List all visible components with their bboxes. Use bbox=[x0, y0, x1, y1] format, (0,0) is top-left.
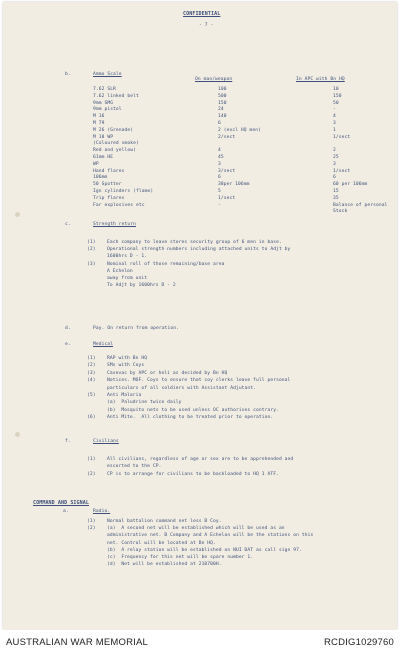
section-title: Strength return bbox=[93, 222, 136, 227]
ammo-per-man: 6 bbox=[218, 175, 221, 181]
ammo-per-man: 3 bbox=[218, 161, 221, 167]
medical-item-text: Casevac by APC or heli as decided by Bn HQ bbox=[107, 370, 228, 376]
section-title: Radio. bbox=[93, 509, 111, 514]
ammo-apc: 1 bbox=[333, 127, 336, 133]
document-page bbox=[3, 2, 397, 630]
ammo-apc: 3 bbox=[333, 161, 336, 167]
civilian-item-text: CP is to arrange for civilians to be backloaded to HQ 1 ATF. bbox=[107, 471, 279, 477]
medical-item-number: (2) bbox=[87, 363, 96, 369]
ammo-per-man: 140 bbox=[218, 114, 227, 120]
ammo-apc: 50 bbox=[333, 100, 339, 106]
ammo-apc: 60 per 106mm bbox=[333, 182, 368, 188]
ammo-per-man: 1/sect bbox=[218, 195, 236, 201]
radio-item-text: (b) A relay station will be established on NUI DAT as call sign 97. bbox=[107, 547, 302, 553]
ammo-per-man: 6 bbox=[218, 121, 221, 126]
radio-item-number: (1) bbox=[87, 519, 96, 524]
ammo-apc: - bbox=[333, 107, 336, 113]
ammo-apc: 2 bbox=[333, 148, 336, 154]
section-title: Civilians bbox=[93, 439, 119, 444]
medical-item-number: (6) bbox=[87, 415, 96, 421]
punch-hole bbox=[15, 212, 20, 217]
ammo-item: 9mm SMG bbox=[93, 100, 114, 106]
strength-item-number: (1) bbox=[87, 240, 96, 245]
ammo-apc: 4 bbox=[333, 114, 336, 120]
section-label: c. bbox=[65, 222, 71, 227]
ammo-item: 7.62 SLR bbox=[93, 87, 116, 92]
ammo-apc: 10 bbox=[333, 87, 339, 92]
ammo-apc: 6 bbox=[333, 175, 336, 181]
section-title: Medical bbox=[93, 342, 114, 347]
strength-item-text: Each company to leave stores security group of 6 men in base. bbox=[107, 240, 282, 245]
section-label: a. bbox=[63, 509, 69, 514]
ammo-item: Trip flares bbox=[93, 195, 125, 201]
radio-item-text: (c) Frequency for this net will be spare number 1. bbox=[107, 555, 254, 560]
medical-item-text: particulars of all soldiers with Assistant Adjutant. bbox=[107, 385, 257, 391]
medical-item-text: (b) Mosquito nets to be used unless OC authorises contrary. bbox=[107, 407, 279, 413]
ammo-per-man: 3/sect bbox=[218, 168, 236, 174]
medical-item-text: Notices. MOF. Coys to ensure that coy clerks leave full personal bbox=[107, 378, 291, 384]
section-label: d. bbox=[65, 326, 71, 331]
ammo-item: M 16 bbox=[93, 114, 105, 120]
ammo-item: WP bbox=[93, 161, 99, 167]
radio-item-text: net. Control will be located at Bn HQ. bbox=[107, 540, 216, 546]
page-number: - 7 - bbox=[199, 23, 214, 28]
column-header: On man/weapon bbox=[195, 77, 233, 82]
strength-item-number: (2) bbox=[87, 247, 96, 253]
ammo-item: 61mm HE bbox=[93, 155, 114, 160]
ammo-per-man: 4 bbox=[218, 148, 221, 154]
ammo-item: Far explosives etc bbox=[93, 202, 145, 208]
ammo-item: M 79 bbox=[93, 121, 105, 126]
ammo-per-man: 100 bbox=[218, 87, 227, 92]
section-label: b. bbox=[65, 72, 71, 77]
section-label: f. bbox=[65, 439, 71, 444]
ammo-per-man: 5 bbox=[218, 189, 221, 194]
ammo-per-man: 2/sect bbox=[218, 134, 236, 140]
ammo-per-man: 500 bbox=[218, 93, 227, 99]
ammo-item: 50 Spotter bbox=[93, 182, 122, 188]
ammo-per-man: 150 bbox=[218, 100, 227, 106]
medical-item-text: RAP with Bn HQ bbox=[107, 356, 148, 361]
strength-item-text: 1600hrs D - 1. bbox=[107, 254, 148, 260]
punch-hole bbox=[15, 432, 20, 437]
archive-footer bbox=[0, 630, 400, 654]
archive-name: AUSTRALIAN WAR MEMORIAL bbox=[6, 637, 149, 648]
civilian-item-number: (1) bbox=[87, 457, 96, 462]
medical-item-number: (1) bbox=[87, 356, 96, 361]
ammo-item: M 18 WP bbox=[93, 134, 114, 140]
ammo-apc: 25 bbox=[333, 155, 339, 160]
strength-item-text: Nominal roll of those remaining/base area bbox=[107, 261, 225, 267]
ammo-item: Hand flares bbox=[93, 168, 125, 174]
ammo-apc: 1/sect bbox=[333, 134, 351, 140]
ammo-apc: 150 bbox=[333, 93, 342, 99]
medical-item-text: SMs with Coys bbox=[107, 363, 145, 369]
ammo-apc: Balance of personal bbox=[333, 202, 388, 208]
radio-item-text: Normal battalion command net less B Coy. bbox=[107, 519, 222, 524]
ammo-item: M 26 (Grenade) bbox=[93, 127, 134, 133]
radio-item-text: (a) A second net will be established which will be used as an bbox=[107, 526, 285, 532]
civilian-item-text: escorted to the CP. bbox=[107, 464, 162, 470]
civilian-item-text: All civilians, regardless of age or sex are to be apprehended and bbox=[107, 457, 294, 462]
medical-item-number: (5) bbox=[87, 393, 96, 398]
radio-item-text: (d) Net will be established at 210700H. bbox=[107, 562, 222, 568]
section-text: Pay. On return from operation. bbox=[93, 326, 179, 331]
medical-item-number: (3) bbox=[87, 370, 96, 376]
ammo-per-man: 2 (excl HQ men) bbox=[218, 127, 261, 133]
classification-heading: CONFIDENTIAL bbox=[183, 11, 221, 17]
civilian-item-number: (2) bbox=[87, 471, 96, 477]
ammo-per-man: 24 bbox=[218, 107, 224, 113]
ammo-item: 106mm bbox=[93, 175, 108, 181]
ammo-apc: 1/sect bbox=[333, 168, 351, 174]
medical-item-text: Anti Malaria bbox=[107, 393, 142, 398]
column-header: In APC with Bn HQ bbox=[296, 77, 345, 82]
medical-item-text: (a) Paludrine twice daily bbox=[107, 400, 182, 406]
radio-item-text: administrative net. B Company and A Echelon will be the stations on this bbox=[107, 533, 314, 539]
ammo-item: Ign cylinders (flame) bbox=[93, 189, 154, 194]
ammo-item: 7.62 linked belt bbox=[93, 93, 139, 99]
ammo-apc: 3 bbox=[333, 121, 336, 126]
ammo-apc: Stock bbox=[333, 209, 348, 215]
medical-item-number: (4) bbox=[87, 378, 96, 384]
radio-item-number: (2) bbox=[87, 526, 96, 532]
strength-item-text: A Echelon bbox=[107, 268, 133, 274]
command-signal-heading: COMMAND AND SIGNAL bbox=[33, 500, 89, 506]
strength-item-text: Operational strength numbers including attached units to Adjt by bbox=[107, 247, 291, 253]
ammo-item: (Coloured smoke) bbox=[93, 141, 139, 147]
section-label: e. bbox=[65, 342, 71, 347]
ammo-item: Red and yellow) bbox=[93, 148, 136, 154]
ammo-per-man: 38per 106mm bbox=[218, 182, 250, 188]
medical-item-text: Anti Mite. All clothing to be treated prior to operation. bbox=[107, 415, 274, 421]
archive-id: RCDIG1029760 bbox=[324, 637, 394, 648]
strength-item-number: (3) bbox=[87, 261, 96, 267]
ammo-item: 9mm pistol bbox=[93, 107, 122, 113]
strength-item-text: away from unit bbox=[107, 276, 148, 281]
section-title: Ammo Scale bbox=[93, 72, 122, 77]
ammo-apc: 35 bbox=[333, 195, 339, 201]
ammo-apc: 15 bbox=[333, 189, 339, 194]
strength-item-text: To Adjt by 1600hrs D - 2 bbox=[107, 283, 176, 289]
ammo-per-man: - bbox=[218, 202, 221, 208]
ammo-per-man: 45 bbox=[218, 155, 224, 160]
